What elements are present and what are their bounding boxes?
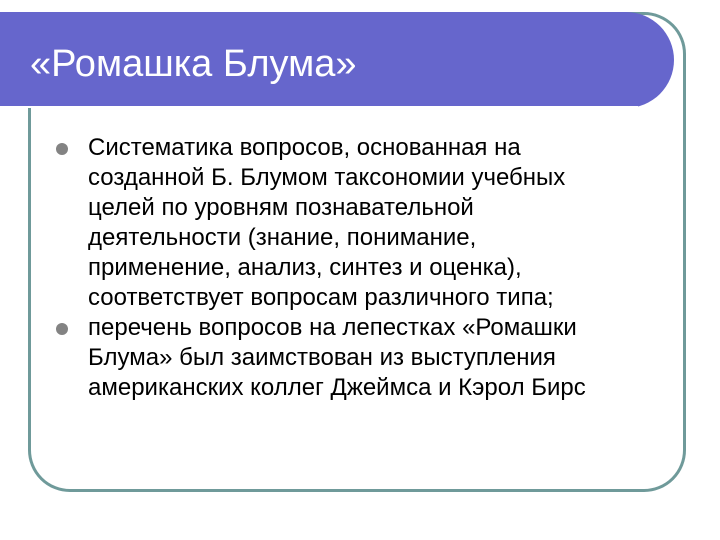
bullet-1-line-2: созданной Б. Блумом таксономии учебных <box>88 164 566 191</box>
title-underline <box>0 106 638 108</box>
bullet-item-2 <box>52 313 692 403</box>
bullet-2-line-3: американских коллег Джеймса и Кэрол Бирс <box>88 374 586 401</box>
bullet-1-line-5: применение, анализ, синтез и оценка), <box>88 254 522 281</box>
bullet-item-1 <box>52 133 692 313</box>
bullet-dot-icon <box>56 143 68 155</box>
bullet-1-line-6: соответствует вопросам различного типа; <box>88 284 554 311</box>
title-bar <box>0 12 674 108</box>
bullet-dot-icon <box>56 323 68 335</box>
bullet-1-line-3: целей по уровням познавательной <box>88 194 474 221</box>
bullet-1-line-4: деятельности (знание, понимание, <box>88 224 477 251</box>
slide-title: «Ромашка Блума» <box>30 43 357 85</box>
bullet-2-line-2: Блума» был заимствован из выступления <box>88 344 556 371</box>
bullet-2-line-1: перечень вопросов на лепестках «Ромашки <box>88 314 577 341</box>
bullet-1-line-1: Систематика вопросов, основанная на <box>88 134 521 161</box>
bullet-list <box>52 133 692 403</box>
